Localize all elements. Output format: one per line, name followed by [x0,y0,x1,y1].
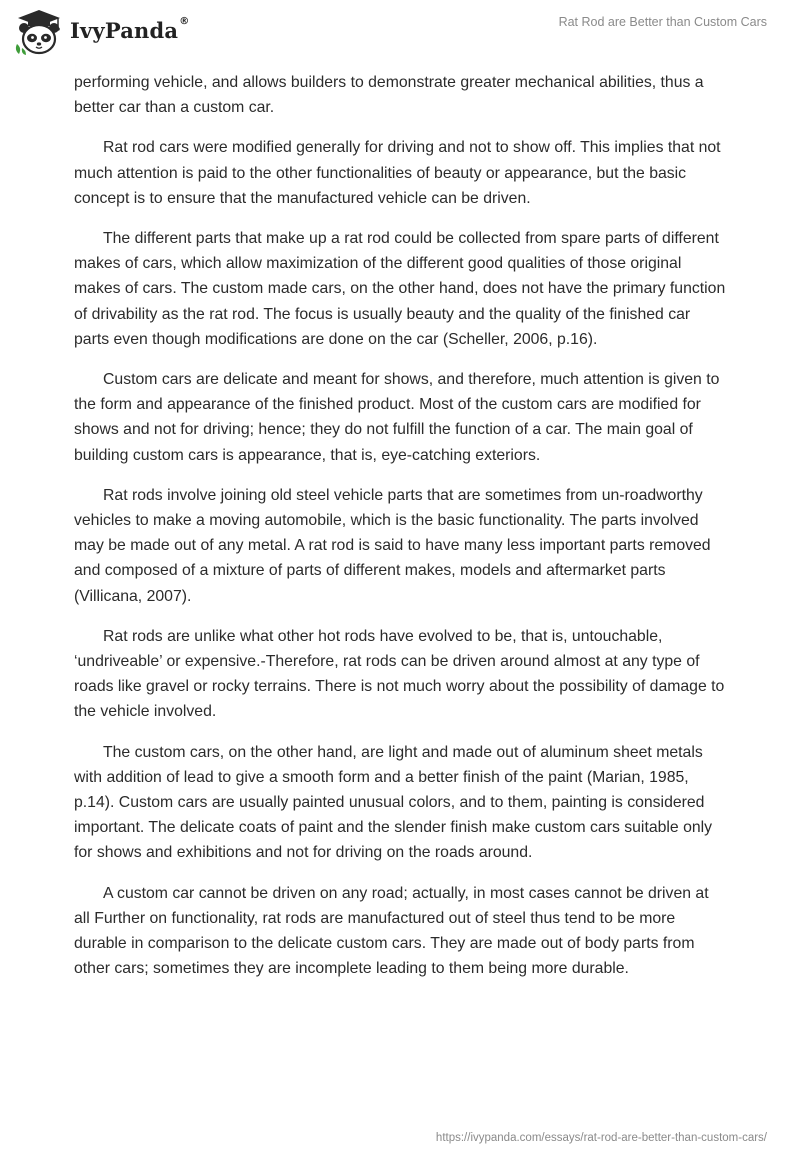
paragraph: Rat rod cars were modified generally for driving and not to show off. This implies that not much attention is paid to the other functionalities of beauty or appearance, but the basic concept is to ensure that the manufactured vehicle can be driven. [74,139,721,207]
logo-text: IvyPanda® [70,15,190,43]
paragraph: The different parts that make up a rat rod could be collected from spare parts of different makes of cars, which allow maximization of the different good qualities of those original makes of cars. The custom made cars, on the other hand, does not have the primary function of drivability as the rat rod. The focus is usually beauty and the quality of the finished car parts even though modifications are done on the car (Scheller, 2006, p.16). [74,230,726,348]
paragraph: The custom cars, on the other hand, are light and made out of aluminum sheet metals with addition of lead to give a smooth form and a better finish of the paint (Marian, 1985, p.14). Custom cars are usually painted unusual colors, and to them, painting is considered important. The delicate coats of paint and the slender finish make custom cars suitable only for shows and exhibitions and not for driving on the roads around. [74,743,713,862]
paragraph: Rat rods involve joining old steel vehicle parts that are sometimes from un-roadworthy vehicles to make a moving automobile, which is the basic functionality. The parts involved may be made out of any metal. A rat rod is said to have many less important parts removed and composed of a mixture of parts of different makes, models and aftermarket parts (Villicana, 2007). [74,486,711,605]
registered-mark: ® [179,15,190,27]
paragraph: Custom cars are delicate and meant for shows, and therefore, much attention is given to the form and appearance of the finished product. Most of the custom cars are modified for shows and not for driving; hence; they do not fulfill the function of a car. The main goal of building custom cars is appearance, that is, eye-catching exteriors. [74,371,720,464]
ivypanda-logo[interactable] [14,8,189,56]
essay-body [74,70,726,997]
source-url-link[interactable]: https://ivypanda.com/essays/rat-rod-are-better-than-custom-cars/ [435,1132,767,1144]
document-title: Rat Rod are Better than Custom Cars [558,15,767,29]
paragraph: performing vehicle, and allows builders to demonstrate greater mechanical abilities, thus a better car than a custom car. [74,74,704,117]
paragraph: Rat rods are unlike what other hot rods have evolved to be, that is, untouchable, ‘undriveable’ or expensive.-Therefore, rat rods can be driven around almost at any type of roads like gravel or rocky terrains. There is not much worry about the possibility of damage to the vehicle involved. [74,627,725,721]
page-header [0,0,800,64]
paragraph: A custom car cannot be driven on any road; actually, in most cases cannot be driven at all Further on functionality, rat rods are manufactured out of steel thus tend to be more durable in comparison to the delicate custom cars. They are made out of body parts from other cars; sometimes they are incomplete leading to them being more durable. [74,884,709,978]
panda-graduate-icon [14,8,64,56]
